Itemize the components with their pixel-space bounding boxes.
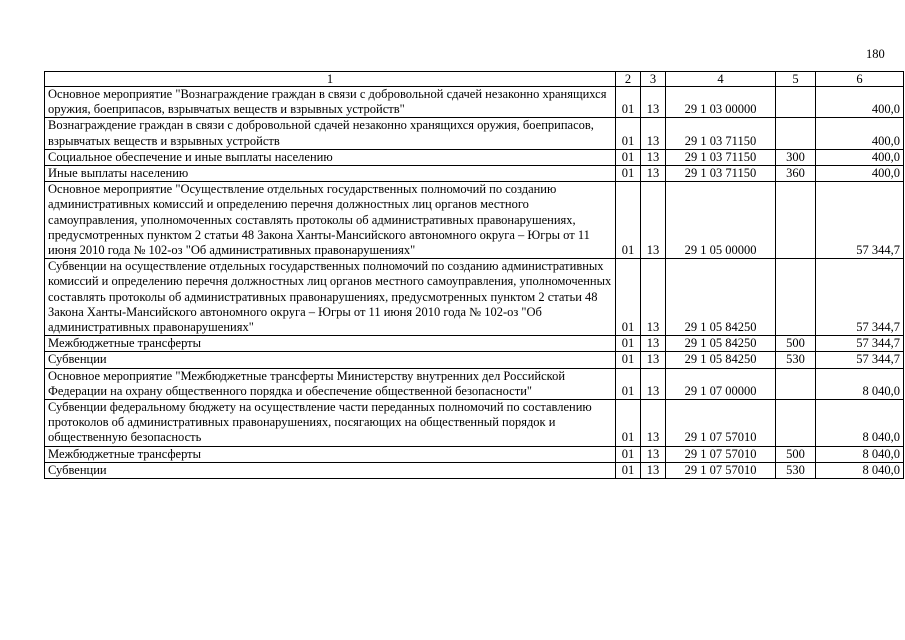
cell-expense-type [776, 118, 816, 149]
cell-amount: 8 040,0 [816, 368, 904, 399]
cell-subsection: 13 [641, 462, 666, 478]
table-row [45, 118, 904, 149]
cell-target-article: 29 1 03 00000 [666, 87, 776, 118]
cell-section: 01 [616, 166, 641, 182]
header-cell: 6 [816, 72, 904, 87]
cell-name: Межбюджетные трансферты [45, 446, 616, 462]
cell-target-article: 29 1 07 57010 [666, 462, 776, 478]
cell-name: Основное мероприятие "Межбюджетные трансферты Министерству внутренних дел Российской Федерации на охрану общественного порядка и обеспечение общественной безопасности" [45, 368, 616, 399]
page-number: 180 [866, 47, 885, 61]
cell-subsection: 13 [641, 149, 666, 165]
cell-section: 01 [616, 446, 641, 462]
cell-section: 01 [616, 368, 641, 399]
cell-subsection: 13 [641, 446, 666, 462]
cell-amount: 57 344,7 [816, 259, 904, 336]
cell-section: 01 [616, 118, 641, 149]
cell-subsection: 13 [641, 182, 666, 259]
cell-section: 01 [616, 259, 641, 336]
cell-section: 01 [616, 87, 641, 118]
table-row [45, 182, 904, 259]
table-row [45, 87, 904, 118]
cell-expense-type: 530 [776, 352, 816, 368]
cell-amount: 400,0 [816, 118, 904, 149]
cell-name: Социальное обеспечение и иные выплаты населению [45, 149, 616, 165]
cell-amount: 57 344,7 [816, 182, 904, 259]
cell-name: Субвенции на осуществление отдельных государственных полномочий по созданию административных комиссий и определению перечня должностных лиц органов местного самоуправления, уполномоченных составлять протоколы об административных правонарушениях, предусмотренных пунктом 2 статьи 48 Закона Ханты-Мансийского автономного округа – Югры от 11 июня 2010 года № 102-оз "Об административных правонарушениях" [45, 259, 616, 336]
cell-subsection: 13 [641, 118, 666, 149]
header-cell: 3 [641, 72, 666, 87]
cell-name: Межбюджетные трансферты [45, 336, 616, 352]
cell-amount: 400,0 [816, 166, 904, 182]
table-row [45, 149, 904, 165]
table-row [45, 352, 904, 368]
cell-section: 01 [616, 336, 641, 352]
cell-subsection: 13 [641, 87, 666, 118]
cell-subsection: 13 [641, 400, 666, 447]
cell-subsection: 13 [641, 166, 666, 182]
cell-expense-type: 500 [776, 336, 816, 352]
table-row [45, 336, 904, 352]
cell-name: Субвенции [45, 352, 616, 368]
cell-name: Субвенции федеральному бюджету на осуществление части переданных полномочий по составлению протоколов об административных правонарушениях, посягающих на общественный порядок и общественную безопасность [45, 400, 616, 447]
cell-amount: 57 344,7 [816, 352, 904, 368]
cell-expense-type [776, 182, 816, 259]
table-row [45, 166, 904, 182]
cell-section: 01 [616, 462, 641, 478]
cell-target-article: 29 1 05 84250 [666, 259, 776, 336]
header-cell: 2 [616, 72, 641, 87]
cell-amount: 8 040,0 [816, 400, 904, 447]
cell-target-article: 29 1 05 84250 [666, 336, 776, 352]
cell-expense-type [776, 368, 816, 399]
cell-target-article: 29 1 03 71150 [666, 118, 776, 149]
cell-amount: 57 344,7 [816, 336, 904, 352]
cell-target-article: 29 1 03 71150 [666, 149, 776, 165]
budget-table [44, 71, 904, 479]
cell-target-article: 29 1 07 00000 [666, 368, 776, 399]
cell-target-article: 29 1 05 84250 [666, 352, 776, 368]
table-row [45, 462, 904, 478]
table-body [45, 87, 904, 479]
table-row [45, 400, 904, 447]
cell-amount: 8 040,0 [816, 462, 904, 478]
cell-target-article: 29 1 07 57010 [666, 400, 776, 447]
cell-expense-type [776, 87, 816, 118]
cell-subsection: 13 [641, 352, 666, 368]
table-row [45, 446, 904, 462]
cell-amount: 400,0 [816, 87, 904, 118]
cell-subsection: 13 [641, 368, 666, 399]
cell-subsection: 13 [641, 259, 666, 336]
cell-section: 01 [616, 149, 641, 165]
table-row [45, 259, 904, 336]
cell-amount: 400,0 [816, 149, 904, 165]
cell-name: Вознаграждение граждан в связи с добровольной сдачей незаконно хранящихся оружия, боеприпасов, взрывчатых веществ и взрывных устройств [45, 118, 616, 149]
cell-target-article: 29 1 05 00000 [666, 182, 776, 259]
cell-expense-type: 500 [776, 446, 816, 462]
header-cell: 1 [45, 72, 616, 87]
cell-section: 01 [616, 400, 641, 447]
cell-name: Основное мероприятие "Вознаграждение граждан в связи с добровольной сдачей незаконно хранящихся оружия, боеприпасов, взрывчатых веществ и взрывных устройств" [45, 87, 616, 118]
cell-amount: 8 040,0 [816, 446, 904, 462]
cell-expense-type: 530 [776, 462, 816, 478]
cell-subsection: 13 [641, 336, 666, 352]
header-cell: 5 [776, 72, 816, 87]
cell-name: Иные выплаты населению [45, 166, 616, 182]
cell-expense-type: 300 [776, 149, 816, 165]
cell-name: Субвенции [45, 462, 616, 478]
cell-target-article: 29 1 07 57010 [666, 446, 776, 462]
cell-name: Основное мероприятие "Осуществление отдельных государственных полномочий по созданию административных комиссий и определению перечня должностных лиц органов местного самоуправления, уполномоченных составлять протоколы об административных правонарушениях, предусмотренных пунктом 2 статьи 48 Закона Ханты-Мансийского автономного округа – Югры от 11 июня 2010 года № 102-оз "Об административных правонарушениях" [45, 182, 616, 259]
cell-expense-type [776, 259, 816, 336]
cell-expense-type: 360 [776, 166, 816, 182]
header-row [45, 72, 904, 87]
cell-section: 01 [616, 182, 641, 259]
cell-target-article: 29 1 03 71150 [666, 166, 776, 182]
cell-section: 01 [616, 352, 641, 368]
header-cell: 4 [666, 72, 776, 87]
table-row [45, 368, 904, 399]
cell-expense-type [776, 400, 816, 447]
